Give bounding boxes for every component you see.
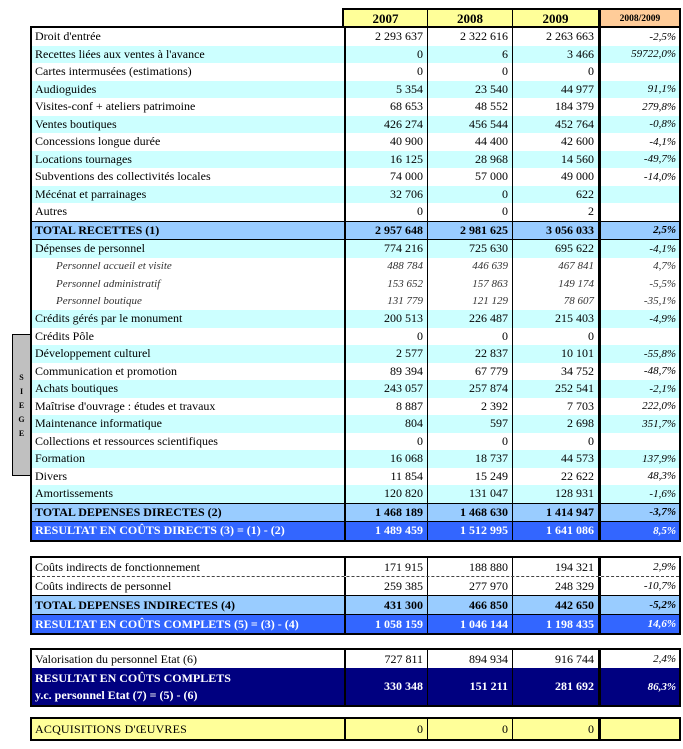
value-2009: 916 744 <box>512 650 598 668</box>
value-2008: 257 874 <box>427 380 512 398</box>
ratio-cell: -55,8% <box>598 345 679 363</box>
value-2009: 194 321 <box>512 558 598 576</box>
value-2007: 0 <box>344 203 427 221</box>
ratio-cell: 2,4% <box>598 650 679 668</box>
value-2009: 3 466 <box>512 46 598 64</box>
value-2008: 57 000 <box>427 168 512 186</box>
value-2007: 2 577 <box>344 345 427 363</box>
table-row <box>32 258 679 276</box>
siege-vertical-label <box>12 334 31 476</box>
value-2009: 467 841 <box>512 258 598 276</box>
value-2007: 2 957 648 <box>344 222 427 240</box>
table-row <box>32 577 679 595</box>
value-2009: 184 379 <box>512 98 598 116</box>
value-2009: 0 <box>512 328 598 346</box>
value-2009: 1 198 435 <box>512 615 598 633</box>
table-row <box>32 151 679 169</box>
value-2009: 1 414 947 <box>512 504 598 522</box>
table-row <box>32 328 679 346</box>
ratio-cell: -3,7% <box>598 504 679 522</box>
value-2007: 488 784 <box>344 258 427 276</box>
value-2008: 0 <box>427 433 512 451</box>
value-2007: 804 <box>344 415 427 433</box>
ratio-cell: -4,1% <box>598 240 679 258</box>
value-2008: 6 <box>427 46 512 64</box>
row-label: Divers <box>35 468 67 483</box>
column-header-ratio: 2008/2009 <box>598 10 679 28</box>
value-2008: 0 <box>427 63 512 81</box>
row-label: ACQUISITIONS D'ŒUVRES <box>35 721 188 736</box>
value-2007: 727 811 <box>344 650 427 668</box>
value-2009: 128 931 <box>512 485 598 503</box>
value-2009: 42 600 <box>512 133 598 151</box>
value-2009: 252 541 <box>512 380 598 398</box>
value-2009: 22 622 <box>512 468 598 486</box>
table-row <box>32 450 679 468</box>
table-row <box>32 415 679 433</box>
table-row <box>32 503 679 523</box>
table-row <box>32 28 679 46</box>
value-2007: 0 <box>344 63 427 81</box>
table-row <box>32 615 679 633</box>
indirect-costs-table <box>30 556 681 635</box>
table-row <box>32 168 679 186</box>
ratio-cell: 91,1% <box>598 81 679 99</box>
value-2007: 131 779 <box>344 293 427 311</box>
value-2007: 243 057 <box>344 380 427 398</box>
value-2007: 426 274 <box>344 116 427 134</box>
ratio-cell <box>598 63 679 81</box>
value-2009: 442 650 <box>512 596 598 614</box>
value-2008: 157 863 <box>427 275 512 293</box>
table-row <box>32 485 679 503</box>
row-label: RESULTAT EN COÛTS DIRECTS (3) = (1) - (2) <box>35 523 285 538</box>
ratio-cell: 137,9% <box>598 450 679 468</box>
table-row <box>32 310 679 328</box>
value-2008: 131 047 <box>427 485 512 503</box>
value-2008: 466 850 <box>427 596 512 614</box>
value-2008: 18 737 <box>427 450 512 468</box>
value-2008: 151 211 <box>427 668 512 705</box>
table-row <box>32 63 679 81</box>
ratio-cell: 222,0% <box>598 398 679 416</box>
ratio-cell: 2,9% <box>598 558 679 576</box>
siege-letter: E <box>18 400 25 410</box>
value-2009: 281 692 <box>512 668 598 705</box>
value-2009: 248 329 <box>512 577 598 595</box>
row-label: Mécénat et parrainages <box>35 186 147 201</box>
value-2007: 153 652 <box>344 275 427 293</box>
value-2009: 14 560 <box>512 151 598 169</box>
row-label: Subventions des collectivités locales <box>35 169 211 184</box>
value-2009: 149 174 <box>512 275 598 293</box>
value-2008: 44 400 <box>427 133 512 151</box>
ratio-cell: 8,5% <box>598 522 679 540</box>
value-2007: 32 706 <box>344 186 427 204</box>
ratio-cell: 279,8% <box>598 98 679 116</box>
row-label: Développement culturel <box>35 346 151 361</box>
ratio-cell: 351,7% <box>598 415 679 433</box>
row-label: Formation <box>35 451 85 466</box>
value-2007: 68 653 <box>344 98 427 116</box>
value-2009: 49 000 <box>512 168 598 186</box>
row-label: Dépenses de personnel <box>35 241 145 256</box>
value-2008: 894 934 <box>427 650 512 668</box>
column-header-2008: 2008 <box>427 10 512 28</box>
value-2009: 44 977 <box>512 81 598 99</box>
row-label: Maintenance informatique <box>35 416 162 431</box>
row-label: Locations tournages <box>35 151 132 166</box>
value-2008: 597 <box>427 415 512 433</box>
value-2008: 0 <box>427 186 512 204</box>
row-label: Maîtrise d'ouvrage : études et travaux <box>35 398 216 413</box>
column-header-2007: 2007 <box>344 10 427 28</box>
value-2009: 78 607 <box>512 293 598 311</box>
table-row <box>32 221 679 241</box>
ratio-cell: -14,0% <box>598 168 679 186</box>
table-row <box>32 46 679 64</box>
value-2007: 0 <box>344 719 427 739</box>
table-row <box>32 558 679 577</box>
value-2009: 2 698 <box>512 415 598 433</box>
value-2007: 89 394 <box>344 363 427 381</box>
value-2009: 2 <box>512 203 598 221</box>
table-row <box>32 186 679 204</box>
row-label: Collections et ressources scientifiques <box>35 433 218 448</box>
value-2007: 1 468 189 <box>344 504 427 522</box>
ratio-cell: 14,6% <box>598 615 679 633</box>
row-label: Droit d'entrée <box>35 29 101 44</box>
table-row <box>32 719 679 739</box>
value-2007: 259 385 <box>344 577 427 595</box>
row-label: RESULTAT EN COÛTS COMPLETS y.c. personnel Etat (7) = (5) - (6) <box>35 671 231 702</box>
table-row <box>32 133 679 151</box>
value-2008: 121 129 <box>427 293 512 311</box>
row-label: Recettes liées aux ventes à l'avance <box>35 46 205 61</box>
value-2008: 2 322 616 <box>427 28 512 46</box>
row-label: Cartes intermusées (estimations) <box>35 64 192 79</box>
value-2008: 23 540 <box>427 81 512 99</box>
table-row <box>32 668 679 705</box>
value-2009: 34 752 <box>512 363 598 381</box>
row-label: Personnel boutique <box>56 295 142 308</box>
value-2007: 330 348 <box>344 668 427 705</box>
value-2007: 2 293 637 <box>344 28 427 46</box>
ratio-cell: -49,7% <box>598 151 679 169</box>
value-2009: 695 622 <box>512 240 598 258</box>
value-2009: 215 403 <box>512 310 598 328</box>
table-row <box>32 275 679 293</box>
ratio-cell: -10,7% <box>598 577 679 595</box>
value-2007: 431 300 <box>344 596 427 614</box>
value-2008: 1 046 144 <box>427 615 512 633</box>
value-2007: 11 854 <box>344 468 427 486</box>
state-personnel-table <box>30 648 681 707</box>
value-2007: 0 <box>344 433 427 451</box>
value-2009: 3 056 033 <box>512 222 598 240</box>
value-2009: 622 <box>512 186 598 204</box>
value-2008: 48 552 <box>427 98 512 116</box>
value-2008: 1 512 995 <box>427 522 512 540</box>
value-2007: 171 915 <box>344 558 427 576</box>
value-2009: 2 263 663 <box>512 28 598 46</box>
table-row <box>32 363 679 381</box>
row-label: Visites-conf + ateliers patrimoine <box>35 99 196 114</box>
value-2008: 0 <box>427 719 512 739</box>
row-label: Personnel administratif <box>56 277 161 290</box>
siege-letter: E <box>18 428 25 438</box>
ratio-cell: 2,5% <box>598 222 679 240</box>
ratio-cell <box>598 433 679 451</box>
value-2009: 7 703 <box>512 398 598 416</box>
ratio-cell: -35,1% <box>598 293 679 311</box>
table-row <box>32 345 679 363</box>
column-header-2009: 2009 <box>512 10 598 28</box>
ratio-cell: 4,7% <box>598 258 679 276</box>
value-2009: 1 641 086 <box>512 522 598 540</box>
value-2008: 0 <box>427 328 512 346</box>
row-label: Crédits gérés par le monument <box>35 311 183 326</box>
value-2009: 44 573 <box>512 450 598 468</box>
value-2007: 16 068 <box>344 450 427 468</box>
value-2009: 0 <box>512 719 598 739</box>
value-2007: 5 354 <box>344 81 427 99</box>
siege-letter: S <box>19 372 24 382</box>
table-row <box>32 468 679 486</box>
value-2009: 452 764 <box>512 116 598 134</box>
table-row <box>32 293 679 311</box>
row-label: Audioguides <box>35 81 97 96</box>
value-2007: 1 058 159 <box>344 615 427 633</box>
value-2007: 120 820 <box>344 485 427 503</box>
row-label: Amortissements <box>35 486 113 501</box>
ratio-cell: -1,6% <box>598 485 679 503</box>
ratio-cell <box>598 203 679 221</box>
table-row <box>32 380 679 398</box>
ratio-cell: 86,3% <box>598 668 679 705</box>
value-2007: 1 489 459 <box>344 522 427 540</box>
ratio-cell: 59722,0% <box>598 46 679 64</box>
table-row <box>32 595 679 615</box>
table-row <box>32 203 679 221</box>
table-row <box>32 81 679 99</box>
row-label: Achats boutiques <box>35 381 118 396</box>
row-label: Crédits Pôle <box>35 328 94 343</box>
row-label: Communication et promotion <box>35 363 177 378</box>
value-2008: 2 981 625 <box>427 222 512 240</box>
ratio-cell <box>598 719 679 739</box>
value-2008: 67 779 <box>427 363 512 381</box>
value-2008: 446 639 <box>427 258 512 276</box>
value-2007: 16 125 <box>344 151 427 169</box>
value-2007: 0 <box>344 46 427 64</box>
value-2009: 10 101 <box>512 345 598 363</box>
ratio-cell: -48,7% <box>598 363 679 381</box>
siege-letter: I <box>19 386 24 396</box>
value-2008: 226 487 <box>427 310 512 328</box>
value-2008: 456 544 <box>427 116 512 134</box>
row-label: Coûts indirects de personnel <box>35 578 172 593</box>
value-2008: 15 249 <box>427 468 512 486</box>
value-2007: 0 <box>344 328 427 346</box>
row-label: TOTAL DEPENSES DIRECTES (2) <box>35 504 222 519</box>
acquisitions-table <box>30 717 681 741</box>
main-operating-table <box>30 26 681 542</box>
ratio-cell <box>598 328 679 346</box>
value-2008: 188 880 <box>427 558 512 576</box>
ratio-cell <box>598 186 679 204</box>
value-2007: 8 887 <box>344 398 427 416</box>
value-2008: 1 468 630 <box>427 504 512 522</box>
value-2007: 774 216 <box>344 240 427 258</box>
table-row <box>32 433 679 451</box>
table-row <box>32 240 679 258</box>
table-row <box>32 116 679 134</box>
value-2008: 2 392 <box>427 398 512 416</box>
row-label: TOTAL DEPENSES INDIRECTES (4) <box>35 597 235 612</box>
row-label: Concessions longue durée <box>35 134 161 149</box>
row-label: TOTAL RECETTES (1) <box>35 222 160 237</box>
ratio-cell: -5,2% <box>598 596 679 614</box>
row-label: Valorisation du personnel Etat (6) <box>35 651 197 666</box>
row-label: Ventes boutiques <box>35 116 117 131</box>
row-label: RESULTAT EN COÛTS COMPLETS (5) = (3) - (4) <box>35 616 299 631</box>
value-2008: 0 <box>427 203 512 221</box>
row-label: Autres <box>35 204 67 219</box>
table-row <box>32 522 679 540</box>
row-label: Personnel accueil et visite <box>56 260 172 273</box>
table-row <box>32 98 679 116</box>
table-row <box>32 398 679 416</box>
value-2008: 22 837 <box>427 345 512 363</box>
value-2009: 0 <box>512 433 598 451</box>
siege-letter: G <box>18 414 25 424</box>
value-2007: 74 000 <box>344 168 427 186</box>
value-2007: 40 900 <box>344 133 427 151</box>
ratio-cell: 48,3% <box>598 468 679 486</box>
value-2009: 0 <box>512 63 598 81</box>
row-label: Coûts indirects de fonctionnement <box>35 559 200 574</box>
ratio-cell: -0,8% <box>598 116 679 134</box>
ratio-cell: -2,5% <box>598 28 679 46</box>
value-2007: 200 513 <box>344 310 427 328</box>
ratio-cell: -5,5% <box>598 275 679 293</box>
ratio-cell: -2,1% <box>598 380 679 398</box>
value-2008: 725 630 <box>427 240 512 258</box>
ratio-cell: -4,9% <box>598 310 679 328</box>
value-2008: 28 968 <box>427 151 512 169</box>
ratio-cell: -4,1% <box>598 133 679 151</box>
value-2008: 277 970 <box>427 577 512 595</box>
table-row <box>32 650 679 668</box>
